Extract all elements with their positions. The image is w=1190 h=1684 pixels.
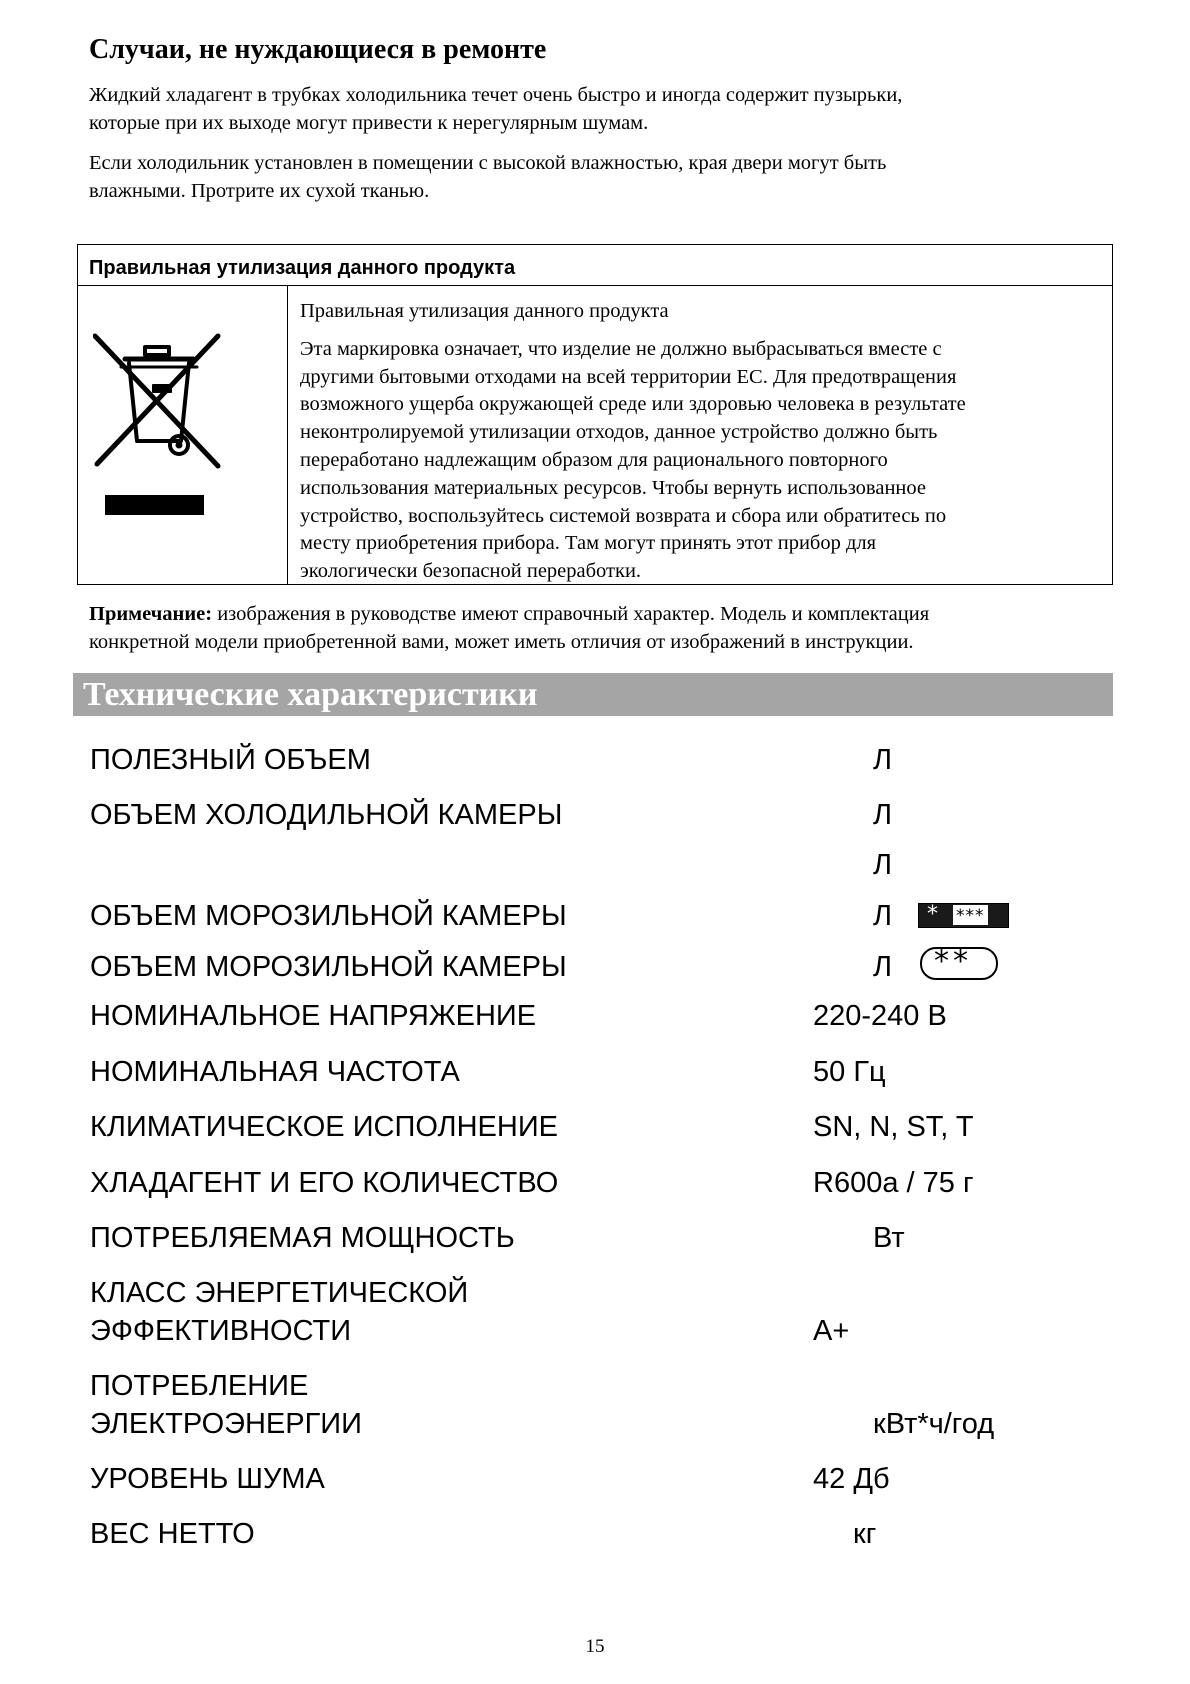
spec-label-voltage: НОМИНАЛЬНОЕ НАПРЯЖЕНИЕ [90,1000,537,1032]
refrigerant-paragraph [89,81,1089,137]
spec-label-fridge-volume: ОБЪЕМ ХОЛОДИЛЬНОЙ КАМЕРЫ [90,799,563,831]
disposal-body [300,336,1100,586]
two-star-freezer-icon [920,944,996,979]
refrigerant-line-1: Жидкий хладагент в трубках холодильника течет очень быстро и иногда содержит пузырьки, [89,84,903,106]
section-title-no-repair: Случаи, не нуждающиеся в ремонте [89,34,547,65]
black-bar-mark [105,495,204,515]
disposal-line: другими бытовыми отходами на всей территории ЕС. Для предотвращения [300,365,957,388]
spec-value-frequency: 50 Гц [813,1056,886,1088]
tech-specs-banner [73,673,1113,716]
disposal-icon-cell [78,286,288,584]
note-label: Примечание: [89,603,213,625]
crossed-out-wheelie-bin-icon [93,333,223,473]
disposal-text [300,298,1100,586]
disposal-line: месту приобретения прибора. Там могут принять этот прибор для [300,532,877,555]
spec-value-refrigerant: R600a / 75 г [813,1167,974,1199]
spec-label-refrigerant: ХЛАДАГЕНТ И ЕГО КОЛИЧЕСТВО [90,1167,559,1199]
star-small: *** [953,905,988,925]
spec-label-useful-volume: ПОЛЕЗНЫЙ ОБЪЕМ [90,744,371,776]
spec-value-voltage: 220-240 В [813,1000,947,1032]
tech-specs-title: Технические характеристики [83,676,538,713]
spec-value-power: Вт [873,1222,905,1254]
spec-label-noise: УРОВЕНЬ ШУМА [90,1463,325,1495]
spec-label-net-weight: ВЕС НЕТТО [90,1518,255,1550]
spec-value-noise: 42 Дб [813,1463,890,1495]
spec-label-freezer-volume-4star: ОБЪЕМ МОРОЗИЛЬНОЙ КАМЕРЫ [90,900,567,932]
disposal-line: неконтролируемой утилизации отходов, данное устройство должно быть [300,421,938,444]
disposal-line: устройство, воспользуйтесь системой возврата и сбора или обратитесь по [300,504,947,527]
disposal-line: использования материальных ресурсов. Чтобы вернуть использованное [300,476,926,499]
spec-value-energy-class: А+ [813,1315,850,1347]
two-stars: ** [934,944,972,979]
spec-value-extra-volume: Л [873,849,893,881]
note-paragraph [89,600,1099,656]
spec-label-freezer-volume-2star: ОБЪЕМ МОРОЗИЛЬНОЙ КАМЕРЫ [90,951,567,983]
four-star-freezer-icon [918,903,1009,928]
humidity-paragraph [89,149,1089,205]
spec-label-energy-consumption: ПОТРЕБЛЕНИЕ ЭЛЕКТРОЭНЕРГИИ [90,1370,362,1440]
refrigerant-line-2: которые при их выходе могут привести к нерегулярным шумам. [89,112,649,134]
disposal-line: экологически безопасной переработки. [300,560,642,583]
note-line-2: конкретной модели приобретенной вами, может иметь отличия от изображений в инструкции. [89,631,914,653]
spec-value-useful-volume: Л [873,744,893,776]
spec-value-freezer-volume-2star: Л [873,951,893,983]
spec-label-frequency: НОМИНАЛЬНАЯ ЧАСТОТА [90,1056,460,1088]
disposal-line: Эта маркировка означает, что изделие не должно выбрасываться вместе с [300,337,942,360]
humidity-line-2: влажными. Протрите их сухой тканью. [89,180,430,202]
spec-value-fridge-volume: Л [873,799,893,831]
spec-label-energy-class: КЛАСС ЭНЕРГЕТИЧЕСКОЙ ЭФФЕКТИВНОСТИ [90,1277,469,1347]
spec-value-energy-consumption: кВт*ч/год [873,1408,995,1440]
spec-label-climate-class: КЛИМАТИЧЕСКОЕ ИСПОЛНЕНИЕ [90,1111,559,1143]
disposal-line: переработано надлежащим образом для рационального повторного [300,448,888,471]
disposal-line: возможного ущерба окружающей среде или здоровью человека в результате [300,393,966,416]
spec-value-freezer-volume-4star: Л [873,900,893,932]
disposal-subtitle: Правильная утилизация данного продукта [300,300,669,322]
page-number: 15 [585,1636,605,1657]
disposal-header: Правильная утилизация данного продукта [78,245,1112,286]
spec-value-net-weight: кг [853,1518,877,1550]
spec-value-climate-class: SN, N, ST, T [813,1111,974,1143]
humidity-line-1: Если холодильник установлен в помещении с высокой влажностью, края двери могут быть [89,152,887,174]
star-big: * [927,902,938,927]
spec-label-power: ПОТРЕБЛЯЕМАЯ МОЩНОСТЬ [90,1222,515,1254]
note-line-1: изображения в руководстве имеют справочный характер. Модель и комплектация [212,603,930,625]
disposal-box [77,244,1113,585]
